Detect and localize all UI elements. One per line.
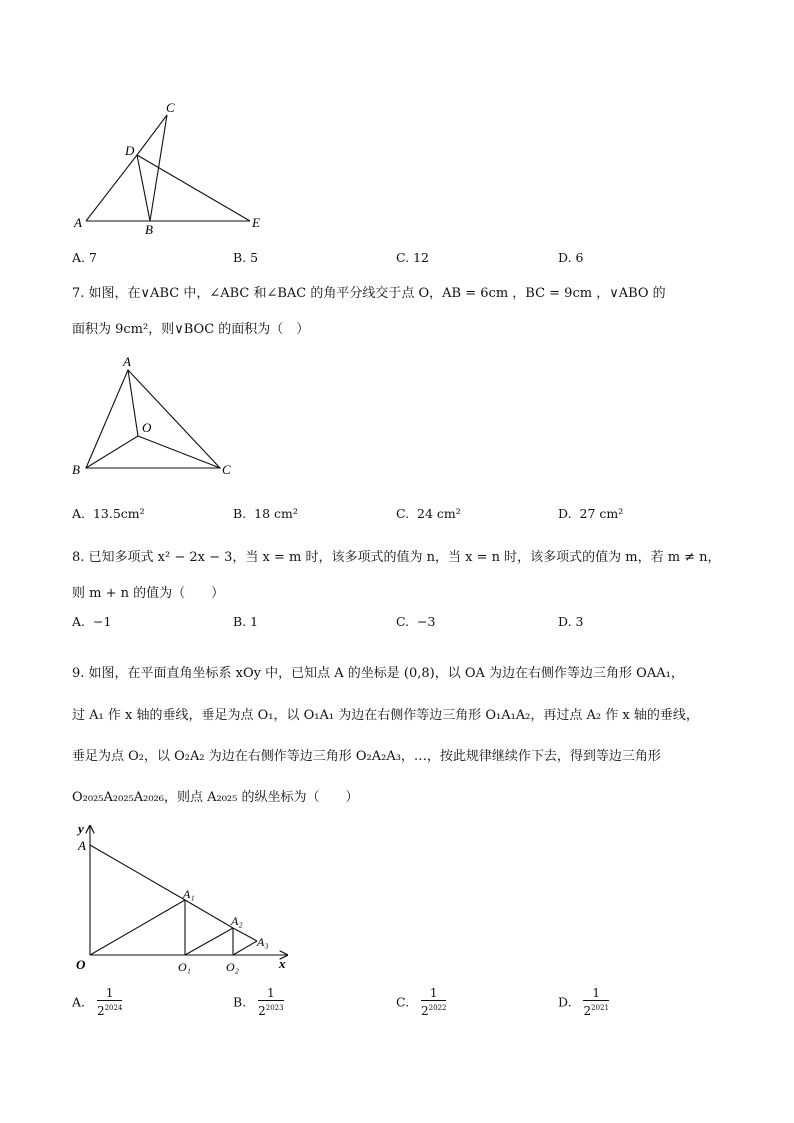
label-o2: O₂ xyxy=(226,960,239,974)
fraction: $\frac{1}{2^{2021}}$ xyxy=(583,986,609,1018)
fraction: $\frac{1}{2^{2024}}$ xyxy=(96,986,123,1018)
q8-option-d[interactable]: D. 3 xyxy=(558,614,584,629)
q6-option-b[interactable]: B. 5 xyxy=(233,250,259,265)
q8-stem-line2: 则 m + n 的值为（ ） xyxy=(72,586,225,601)
q6-option-d[interactable]: D. 6 xyxy=(558,250,584,265)
q6-option-c[interactable]: C. 12 xyxy=(396,250,429,265)
label-e: E xyxy=(252,215,260,230)
label-a2: A₂ xyxy=(231,914,243,928)
label-o: O xyxy=(142,420,152,435)
q8-option-c[interactable]: C. −3 xyxy=(396,614,436,629)
q9-stem-line2: 过 A₁ 作 x 轴的垂线，垂足为点 O₁，以 O₁A₁ 为边在右侧作等边三角形 O₁A₁A₂，再过点 A₂ 作 x 轴的垂线， xyxy=(72,708,699,723)
label-c: C xyxy=(222,462,231,477)
q7-stem-line2: 面积为 9cm²，则∨BOC 的面积为（ ） xyxy=(72,322,310,337)
q6-option-a[interactable]: A. 7 xyxy=(72,250,97,265)
label-c: C xyxy=(166,100,175,115)
label-o1: O₁ xyxy=(178,960,191,974)
q9-stem-line4: O₂₀₂₅A₂₀₂₅A₂₀₂₆，则点 A₂₀₂₅ 的纵坐标为（ ） xyxy=(72,790,359,805)
axis-label-x: x xyxy=(279,956,286,971)
q8-option-b[interactable]: B. 1 xyxy=(233,614,259,629)
label-b: B xyxy=(145,222,153,237)
q9-stem-line1: 9. 如图，在平面直角坐标系 xOy 中，已知点 A 的坐标是 (0,8)，以 OA 为边在右侧作等边三角形 OAA₁， xyxy=(72,666,684,681)
label-a: A xyxy=(78,838,86,853)
q7-option-b[interactable]: B. 18 cm² xyxy=(233,506,298,521)
figure-q7 xyxy=(68,352,243,480)
label-a1: A₁ xyxy=(183,887,195,901)
axis-label-y: y xyxy=(78,821,84,836)
label-o: O xyxy=(76,957,86,972)
q7-option-d[interactable]: D. 27 cm² xyxy=(558,506,624,521)
q9-option-d[interactable]: D. $\frac{1}{2^{2021}}$ xyxy=(558,986,609,1018)
q8-stem-line1: 8. 已知多项式 x² − 2x − 3，当 x = m 时，该多项式的值为 n，当 x = n 时，该多项式的值为 m，若 m ≠ n， xyxy=(72,550,721,565)
label-a: A xyxy=(123,354,131,369)
label-d: D xyxy=(125,143,135,158)
figure-q9 xyxy=(70,818,300,976)
label-b: B xyxy=(72,462,80,477)
q9-option-b[interactable]: B. $\frac{1}{2^{2023}}$ xyxy=(233,986,284,1018)
q9-option-a[interactable]: A. $\frac{1}{2^{2024}}$ xyxy=(72,986,123,1018)
q7-option-c[interactable]: C. 24 cm² xyxy=(396,506,461,521)
label-a: A xyxy=(74,215,82,230)
q8-option-a[interactable]: A. −1 xyxy=(72,614,112,629)
fraction: $\frac{1}{2^{2023}}$ xyxy=(258,986,284,1018)
q9-option-c[interactable]: C. $\frac{1}{2^{2022}}$ xyxy=(396,986,447,1018)
figure-q6 xyxy=(70,96,270,238)
label-a3: A₃ xyxy=(257,935,269,949)
fraction: $\frac{1}{2^{2022}}$ xyxy=(421,986,447,1018)
q7-stem-line1: 7. 如图，在∨ABC 中，∠ABC 和∠BAC 的角平分线交于点 O，AB = 6cm ，BC = 9cm ，∨ABO 的 xyxy=(72,286,666,301)
q7-option-a[interactable]: A. 13.5cm² xyxy=(72,506,145,521)
q9-stem-line3: 垂足为点 O₂，以 O₂A₂ 为边在右侧作等边三角形 O₂A₂A₃，…，按此规律继续作下去，得到等边三角形 xyxy=(72,749,661,764)
